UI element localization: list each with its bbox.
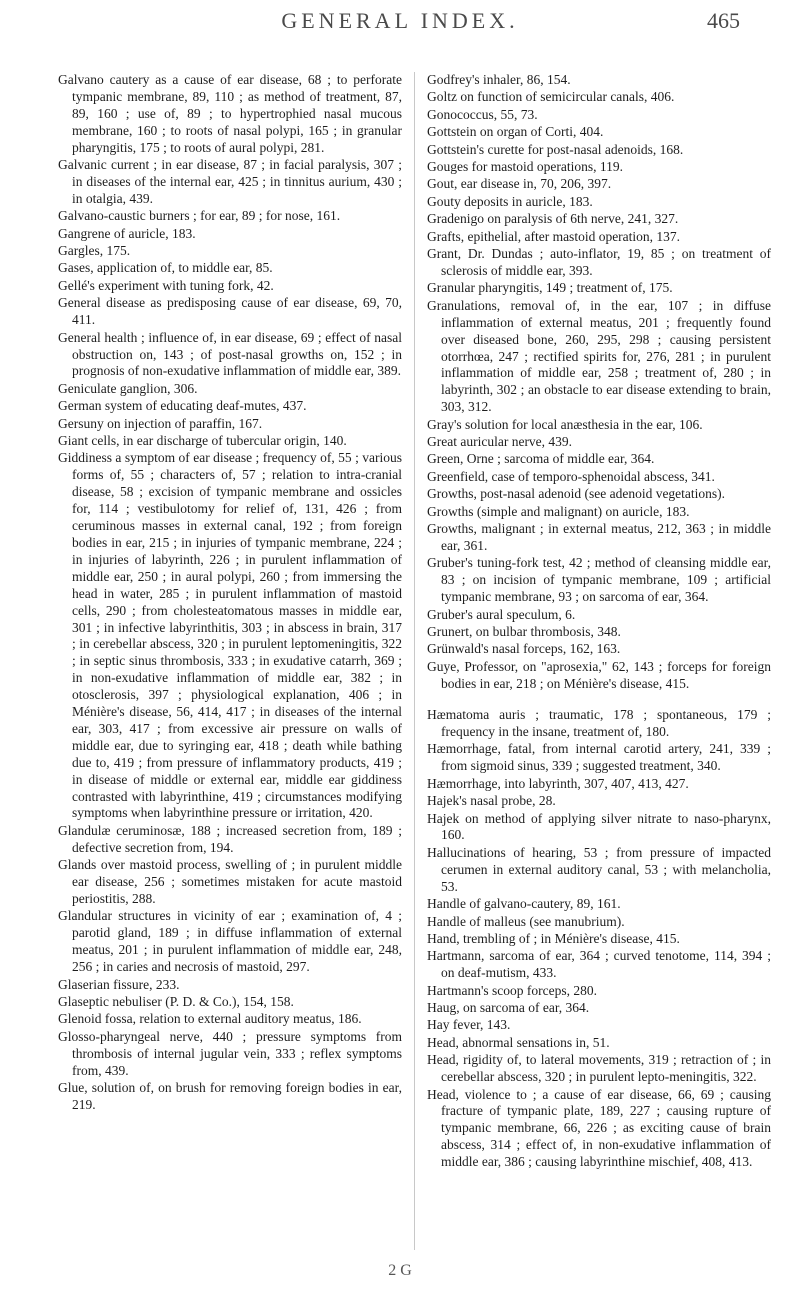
index-entry: Glenoid fossa, relation to external auditory meatus, 186. xyxy=(58,1011,362,1027)
running-title: GENERAL INDEX. xyxy=(281,8,519,33)
index-entry: Goltz on function of semicircular canals, 406. xyxy=(427,89,675,105)
index-entry: Hajek on method of applying silver nitrate to naso-pharynx, 160. xyxy=(427,810,771,843)
index-entry: Gruber's tuning-fork test, 42 ; method of cleansing middle ear, 83 ; on incision of tympanic membrane, 109 ; artificial tympanic membrane, 93 ; on sarcoma of ear, 364. xyxy=(427,555,771,605)
index-entry: Growths, malignant ; in external meatus, 212, 363 ; in middle ear, 361. xyxy=(427,521,771,553)
index-entry: Grafts, epithelial, after mastoid operation, 137. xyxy=(427,228,681,244)
index-entry: Giant cells, in ear discharge of tubercular origin, 140. xyxy=(58,433,347,449)
index-entry: Gottstein on organ of Corti, 404. xyxy=(427,124,604,140)
index-entry: Gray's solution for local anæsthesia in the ear, 106. xyxy=(427,416,703,432)
index-entry: Godfrey's inhaler, 86, 154. xyxy=(427,72,571,87)
index-entry: Head, rigidity of, to lateral movements, 319 ; retraction of ; in cerebellar abscess, 320 ; in purulent lepto-meningitis, 322. xyxy=(427,1052,771,1085)
index-entry: Great auricular nerve, 439. xyxy=(427,434,573,450)
right-column xyxy=(427,72,771,1172)
index-entry: Gases, application of, to middle ear, 85. xyxy=(58,260,273,276)
page-header xyxy=(0,8,800,58)
index-entry: Gruber's aural speculum, 6. xyxy=(427,606,576,622)
index-entry: Greenfield, case of temporo-sphenoidal abscess, 341. xyxy=(427,468,715,484)
index-entry: Guye, Professor, on "aprosexia," 62, 143 ; forceps for foreign bodies in ear, 218 ; on Ménière's disease, 415. xyxy=(427,658,771,691)
index-entry: Glands over mastoid process, swelling of ; in purulent middle ear disease, 256 ; sometimes mistaken for acute mastoid periostitis, 288. xyxy=(58,857,402,906)
index-entry: Gouty deposits in auricle, 183. xyxy=(427,193,593,209)
index-entry: Glue, solution of, on brush for removing foreign bodies in ear, 219. xyxy=(58,1079,402,1112)
index-entry: Hajek's nasal probe, 28. xyxy=(427,793,556,809)
index-entry: Growths, post-nasal adenoid (see adenoid vegetations). xyxy=(427,486,726,502)
column-divider xyxy=(414,72,415,1250)
index-entry: Gargles, 175. xyxy=(58,243,131,259)
index-entry: Handle of malleus (see manubrium). xyxy=(427,913,625,929)
index-entry: General disease as predisposing cause of ear disease, 69, 70, 411. xyxy=(58,295,402,328)
index-entry: Gellé's experiment with tuning fork, 42. xyxy=(58,277,274,293)
index-entry: Gangrene of auricle, 183. xyxy=(58,225,196,241)
index-entry: Gout, ear disease in, 70, 206, 397. xyxy=(427,176,612,192)
left-column xyxy=(58,72,402,1114)
index-entry: Gottstein's curette for post-nasal adenoids, 168. xyxy=(427,141,684,157)
index-entry: Head, abnormal sensations in, 51. xyxy=(427,1034,610,1050)
page-number: 465 xyxy=(707,8,740,33)
index-entry: Handle of galvano-cautery, 89, 161. xyxy=(427,896,621,912)
index-entry: Hallucinations of hearing, 53 ; from pressure of impacted cerumen in external auditory canal, 53 ; with melancholia, 53. xyxy=(427,844,771,894)
index-entry: General health ; influence of, in ear disease, 69 ; effect of nasal obstruction on, 143 ; of post-nasal growths on, 152 ; in prognosis of non-exudative inflammation of middle ear, 389. xyxy=(58,329,402,379)
index-entry: German system of educating deaf-mutes, 437. xyxy=(58,398,307,414)
index-entry: Grant, Dr. Dundas ; auto-inflator, 19, 85 ; on treatment of sclerosis of middle ear, 393. xyxy=(427,246,771,278)
index-entry: Glaseptic nebuliser (P. D. & Co.), 154, 158. xyxy=(58,993,294,1009)
index-entry: Giddiness a symptom of ear disease ; frequency of, 55 ; various forms of, 55 ; characters of, 57 ; relation to intra-cranial disease, 58 ; excision of tympanic membrane and ossicles for, 114 ; vestibulotomy for relief of, 131, 426 ; from ceruminous masses in external canal, 192 ; from foreign bodies in ear, 215 ; in injuries of tympanic membrane, 224 ; in injuries of labyrinth, 226 ; in purulent inflammation of middle ear, 250 ; in aural polypi, 260 ; from immersing the head in water, 285 ; in purulent inflammation of mastoid cells, 290 ; from cholesteatomatous masses in middle ear, 301 ; in infective labyrinthitis, 303 ; in abscess in brain, 317 ; in cerebellar abscess, 320 ; in purulent leptomeningitis, 322 ; in septic sinus thrombosis, 333 ; in exudative catarrh, 369 ; in non-exudative inflammation of middle ear, 382 ; in otosclerosis, 397 ; physiological explanation, 406 ; in Ménière's disease, 56, 414, 417 ; in diseases of the internal ear, 303, 417 ; from excessive air pressure on walls of middle ear, due to syringing ear, 418 ; death while bathing due to, 419 ; from pressure of inflammatory products, 419 ; in disease of middle or external ear, middle ear giddiness contrasted with labyrinthine, 419 ; circumstances modifying symptoms when labyrinthine pressure or irritation, 420. xyxy=(58,450,402,821)
index-entry: Gradenigo on paralysis of 6th nerve, 241, 327. xyxy=(427,211,679,227)
index-entry: Granular pharyngitis, 149 ; treatment of, 175. xyxy=(427,280,673,296)
index-entry: Gouges for mastoid operations, 119. xyxy=(427,159,623,175)
index-entry: Haug, on sarcoma of ear, 364. xyxy=(427,1000,590,1016)
index-entry: Galvano-caustic burners ; for ear, 89 ; for nose, 161. xyxy=(58,208,341,224)
index-entry: Grunert, on bulbar thrombosis, 348. xyxy=(427,624,621,639)
index-entry: Hartmann's scoop forceps, 280. xyxy=(427,982,598,998)
index-entry: Glosso-pharyngeal nerve, 440 ; pressure symptoms from thrombosis of internal jugular vein, 333 ; reflex symptoms from, 439. xyxy=(58,1028,402,1078)
index-entry: Hæmorrhage, fatal, from internal carotid artery, 241, 339 ; from sigmoid sinus, 339 ; suggested treatment, 340. xyxy=(427,741,771,774)
letter-section-gap xyxy=(427,693,771,707)
index-entry: Hæmorrhage, into labyrinth, 307, 407, 413, 427. xyxy=(427,775,689,791)
index-entry: Granulations, removal of, in the ear, 107 ; in diffuse inflammation of external meatus, 201 ; frequently found over diseased bone, 260, 295, 298 ; causing persistent otorrhœa, 247 ; rectified spirits for, 276, 281 ; in purulent inflammation of middle ear, 258 ; treatment of, 280 ; in labyrinth, 302 ; an obstacle to ear disease extending to brain, 303, 312. xyxy=(427,297,771,415)
index-entry: Head, violence to ; a cause of ear disease, 66, 69 ; causing fracture of tympanic plate, 189, 227 ; causing rupture of tympanic membrane, 66, 226 ; as exciting cause of brain abscess, 314 ; effect of, in non-exudative inflammation of middle ear, 386 ; causing labyrinthine mischief, 408, 413. xyxy=(427,1086,771,1170)
index-entry: Geniculate ganglion, 306. xyxy=(58,380,198,396)
index-entry: Growths (simple and malignant) on auricle, 183. xyxy=(427,503,690,519)
signature-mark: 2 G xyxy=(388,1262,412,1279)
index-entry: Hartmann, sarcoma of ear, 364 ; curved tenotome, 114, 394 ; on deaf-mutism, 433. xyxy=(427,948,771,981)
index-entry: Green, Orne ; sarcoma of middle ear, 364. xyxy=(427,451,655,467)
index-entry: Glandular structures in vicinity of ear ; examination of, 4 ; parotid gland, 189 ; in diffuse inflammation of external meatus, 201 ; in purulent inflammation of middle ear, 248, 256 ; in caries and necrosis of mastoid, 297. xyxy=(58,908,402,975)
index-entry: Hay fever, 143. xyxy=(427,1017,511,1033)
index-entry: Hæmatoma auris ; traumatic, 178 ; spontaneous, 179 ; frequency in the insane, treatment of, 180. xyxy=(427,707,771,740)
index-entry: Glaserian fissure, 233. xyxy=(58,976,180,992)
index-entry: Galvano cautery as a cause of ear disease, 68 ; to perforate tympanic membrane, 89, 110 ; as method of treatment, 87, 89, 160 ; use of, 89 ; to hypertrophied nasal mucous membrane, 160 ; to roots of nasal polypi, 165 ; in granular pharyngitis, 175 ; to roots of aural polypi, 281. xyxy=(58,72,402,155)
index-entry: Grünwald's nasal forceps, 162, 163. xyxy=(427,641,621,657)
index-entry: Hand, trembling of ; in Ménière's disease, 415. xyxy=(427,930,680,946)
index-entry: Galvanic current ; in ear disease, 87 ; in facial paralysis, 307 ; in diseases of the internal ear, 425 ; in tinnitus aurium, 430 ; in otalgia, 439. xyxy=(58,157,402,206)
index-entry: Gersuny on injection of paraffin, 167. xyxy=(58,415,263,431)
index-entry: Gonococcus, 55, 73. xyxy=(427,106,538,122)
index-entry: Glandulæ ceruminosæ, 188 ; increased secretion from, 189 ; defective secretion from, 194. xyxy=(58,822,402,855)
